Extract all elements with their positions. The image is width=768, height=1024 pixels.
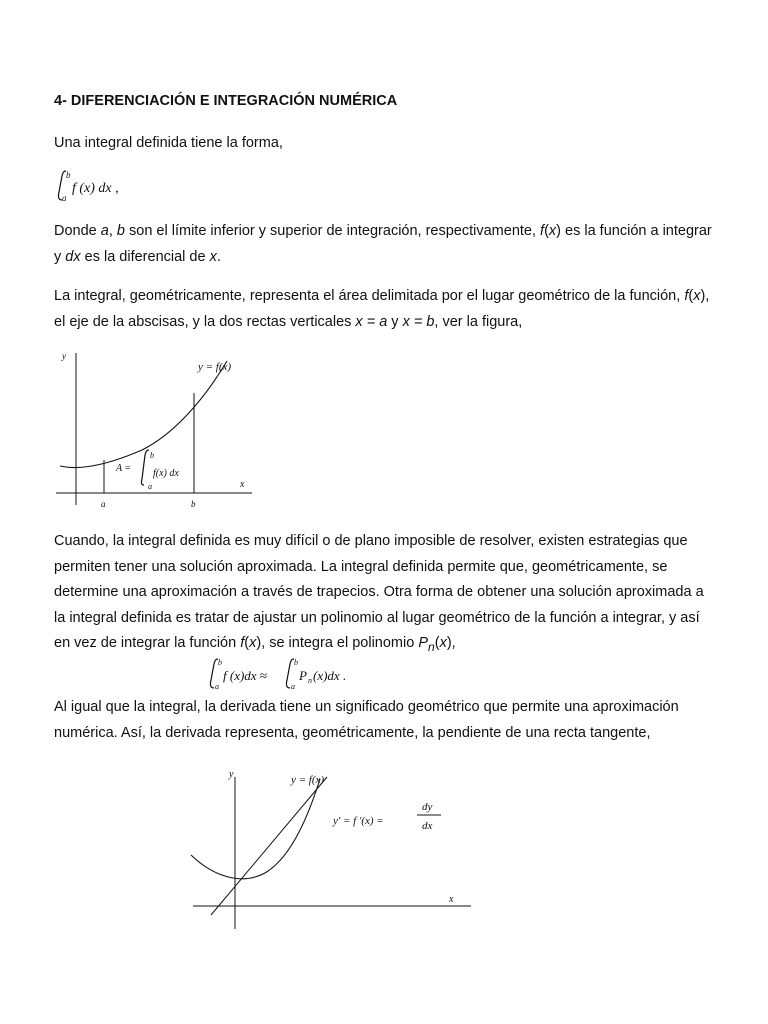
polynomial-P: P [299, 668, 307, 683]
function-curve [191, 779, 320, 879]
integrand-P: (x)dx . [313, 668, 347, 683]
figure-integrand: f(x) dx [153, 468, 179, 479]
polynomial-approximation-formula [206, 656, 366, 692]
lower-limit-1: a [215, 682, 219, 691]
figure-lower-limit: a [148, 482, 152, 491]
fraction-numerator: dy [422, 801, 433, 813]
intro-text: Una integral definida tiene la forma, [54, 135, 283, 151]
paragraph-geometric: La integral, geométricamente, representa el área delimitada por el lugar geométrico de la función, f(x), el eje de la abscisas, y la dos rectas verticales x = a y x = b, ver la figura, [54, 288, 710, 330]
integral-area-figure [52, 345, 262, 515]
curve-label: y = f(x) [198, 361, 232, 373]
fraction-denominator: dx [422, 820, 433, 832]
derivative-label: y' = f '(x) = [333, 815, 384, 827]
x-axis-label: x [449, 894, 454, 905]
integral-sign-icon [141, 450, 149, 485]
upper-limit-1: b [218, 658, 222, 667]
function-curve [60, 361, 227, 468]
lower-limit: a [62, 193, 67, 203]
paragraph-derivative: Al igual que la integral, la derivada tiene un significado geométrico que permite una aproximación numérica. Así, la derivada representa, geométricamente, la pendiente de una recta tangente, [54, 699, 679, 741]
tick-a-label: a [101, 499, 106, 509]
y-axis-label: y [229, 769, 234, 780]
y-axis-label: y [62, 351, 66, 361]
area-label: A = [116, 463, 132, 474]
tangent-line [211, 777, 327, 915]
integrand: f (x) dx , [72, 181, 119, 196]
upper-limit-2: b [294, 658, 298, 667]
lower-limit-2: a [291, 682, 295, 691]
tangent-line-figure [185, 763, 475, 933]
section-heading: 4- DIFERENCIACIÓN E INTEGRACIÓN NUMÉRICA [54, 93, 398, 109]
definite-integral-formula [52, 168, 142, 204]
curve-label: y = f(x) [291, 774, 325, 786]
paragraph-limits: Donde a, b son el límite inferior y superior de integración, respectivamente, f(x) es la función a integrar y dx es la diferencial de x. [54, 223, 712, 265]
tick-b-label: b [191, 499, 196, 509]
upper-limit: b [66, 170, 71, 180]
polynomial-subscript: n [308, 676, 312, 685]
integrand-f: f (x)dx ≈ [223, 668, 267, 683]
figure-upper-limit: b [150, 451, 154, 460]
paragraph-approximation: Cuando, la integral definida es muy difícil o de plano imposible de resolver, existen estrategias que permiten tener una solución aproximada. La integral definida permite que, geométricamente, se determine una aproximación a través de trapecios. Otra forma de obtener una solución aproximada a la integral definida es tratar de ajustar un polinomio al lugar geométrico de la función a integrar, y así en vez de integrar la función f(x), se integra el polinomio $P_n(x)$, [54, 533, 704, 654]
x-axis-label: x [240, 479, 245, 490]
